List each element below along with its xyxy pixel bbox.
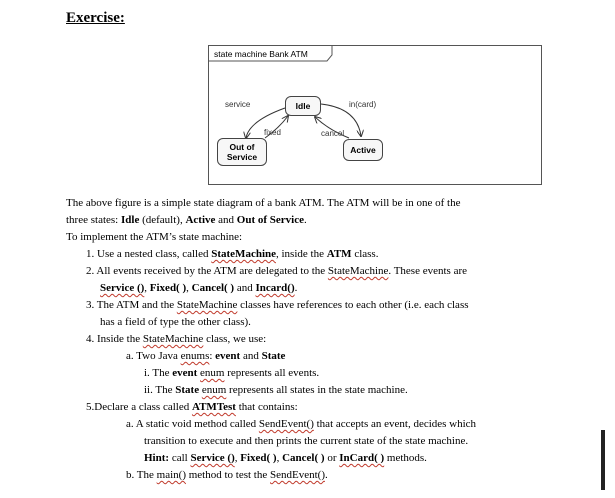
event-fixed: fixed [264,128,281,137]
list-item-3: 3. The ATM and the StateMachine classes have references to each other (i.e. each class [86,299,469,311]
event-service: service [225,100,251,109]
state-active: Active [343,139,383,161]
event-cancel: cancel [321,129,345,138]
state-idle: Idle [285,96,321,116]
list-item-5b: b. The main() method to test the SendEvent(). [126,469,328,481]
list-item-4a: a. Two Java enums: event and State [126,350,286,362]
list-item-5: 5.Declare a class called ATMTest that contains: [86,401,298,413]
para-line-1: The above figure is a simple state diagram of a bank ATM. The ATM will be in one of the [66,197,461,209]
list-item-2-cont: Service (), Fixed( ), Cancel( ) and Incard(). [100,282,298,294]
list-item-2: 2. All events received by the ATM are delegated to the StateMachine. These events are [86,265,468,277]
list-item-5a: a. A static void method called SendEvent() that accepts an event, decides which [126,418,477,430]
list-item-4: 4. Inside the StateMachine class, we use: [86,333,267,345]
list-item-5a-cont: transition to execute and then prints the current state of the state machine. [144,435,469,447]
list-item-3-cont: has a field of type the other class). [100,316,251,328]
para-line-2: three states: Idle (default), Active and Out of Service. [66,214,307,226]
state-out-line1: Out of [229,142,255,152]
exercise-title: Exercise: [66,10,125,26]
list-item-4a-i: i. The event enum represents all events. [144,367,320,379]
diagram-tab-label: state machine Bank ATM [214,49,308,59]
state-out-of-service [217,138,267,166]
list-item-4a-ii: ii. The State enum represents all states in the state machine. [144,384,408,396]
para-line-3: To implement the ATM’s state machine: [66,231,243,243]
page-edge-bar [601,430,605,490]
state-out-line2: Service [226,152,258,162]
list-item-5a-hint: Hint: call Service (), Fixed( ), Cancel( ) or InCard( ) methods. [144,452,427,464]
list-item-1: 1. Use a nested class, called StateMachine, inside the ATM class. [86,248,379,260]
event-incard: in(card) [349,100,377,109]
state-diagram [208,45,542,185]
